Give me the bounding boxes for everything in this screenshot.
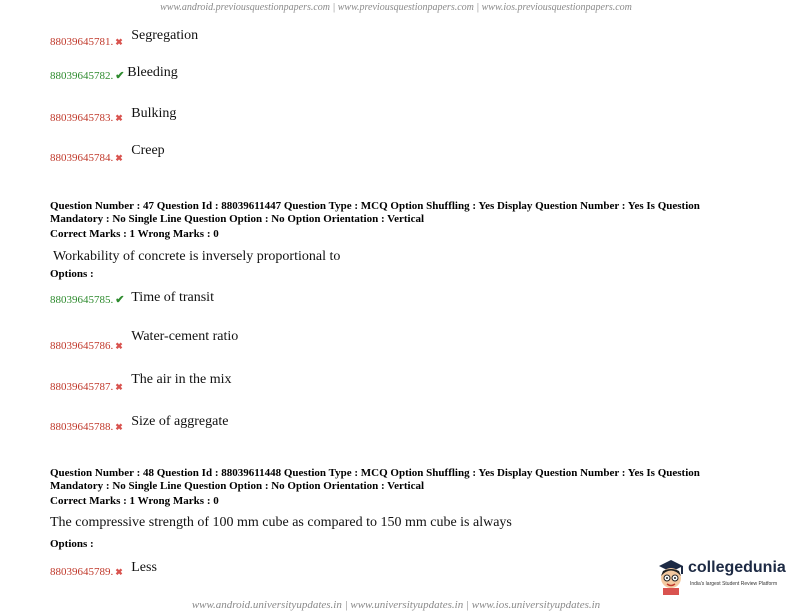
- question-meta-line-1: Question Number : 48 Question Id : 88039611448 Question Type : MCQ Option Shuffling : Yes Display Question Number : Yes Is Question: [50, 467, 700, 479]
- option-text: Bleeding: [127, 65, 178, 80]
- collegedunia-logo: [655, 557, 785, 597]
- logo-tagline: India's largest Student Review Platform: [690, 581, 778, 587]
- question-meta-line-1: Question Number : 47 Question Id : 88039611447 Question Type : MCQ Option Shuffling : Yes Display Question Number : Yes Is Question: [50, 200, 700, 212]
- option-id: 88039645788.: [50, 421, 114, 433]
- option-row: [50, 66, 178, 84]
- option-text: Size of aggregate: [131, 414, 229, 429]
- cross-icon: ✖: [115, 422, 123, 432]
- option-row: [50, 329, 239, 354]
- option-text: Water-cement ratio: [131, 329, 239, 344]
- option-row: [50, 108, 176, 126]
- option-row: [50, 562, 157, 580]
- header-watermark: www.android.previousquestionpapers.com | www.previousquestionpapers.com | www.ios.previousquestionpapers.com: [160, 2, 632, 13]
- option-id: 88039645785.: [50, 294, 114, 306]
- question-marks: Correct Marks : 1 Wrong Marks : 0: [50, 495, 219, 507]
- option-row: [50, 414, 229, 435]
- logo-name: collegedunia: [688, 559, 786, 576]
- option-row: [50, 290, 214, 308]
- question-meta-line-2: Mandatory : No Single Line Question Option : No Option Orientation : Vertical: [50, 213, 425, 225]
- option-row: [50, 28, 199, 50]
- cross-icon: ✖: [115, 113, 123, 123]
- option-id: 88039645783.: [50, 112, 114, 124]
- options-label: Options :: [50, 268, 94, 280]
- option-id: 88039645789.: [50, 566, 114, 578]
- check-icon: ✔: [115, 294, 125, 306]
- cross-icon: ✖: [115, 341, 123, 351]
- option-text: Less: [131, 560, 157, 575]
- option-id: 88039645781.: [50, 36, 114, 48]
- question-text: The compressive strength of 100 mm cube as compared to 150 mm cube is always: [50, 515, 512, 530]
- question-marks: Correct Marks : 1 Wrong Marks : 0: [50, 228, 219, 240]
- cross-icon: ✖: [115, 153, 123, 163]
- option-text: Bulking: [131, 106, 177, 121]
- option-text: Time of transit: [131, 290, 214, 305]
- option-text: Segregation: [131, 28, 199, 43]
- question-meta-line-2: Mandatory : No Single Line Question Option : No Option Orientation : Vertical: [50, 480, 425, 492]
- option-text: The air in the mix: [131, 372, 232, 387]
- check-icon: ✔: [115, 70, 125, 82]
- footer-watermark: www.android.universityupdates.in | www.universityupdates.in | www.ios.universityupdates.in: [191, 599, 601, 611]
- option-id: 88039645787.: [50, 381, 114, 393]
- option-text: Creep: [131, 143, 165, 158]
- options-label: Options :: [50, 538, 94, 550]
- option-id: 88039645784.: [50, 152, 114, 164]
- cross-icon: ✖: [115, 37, 123, 47]
- cross-icon: ✖: [115, 567, 123, 577]
- option-id: 88039645786.: [50, 340, 114, 352]
- option-row: [50, 372, 232, 395]
- graduate-mascot-icon: [655, 557, 687, 595]
- option-row: [50, 143, 165, 166]
- question-text: Workability of concrete is inversely proportional to: [53, 249, 341, 264]
- cross-icon: ✖: [115, 382, 123, 392]
- option-id: 88039645782.: [50, 70, 114, 82]
